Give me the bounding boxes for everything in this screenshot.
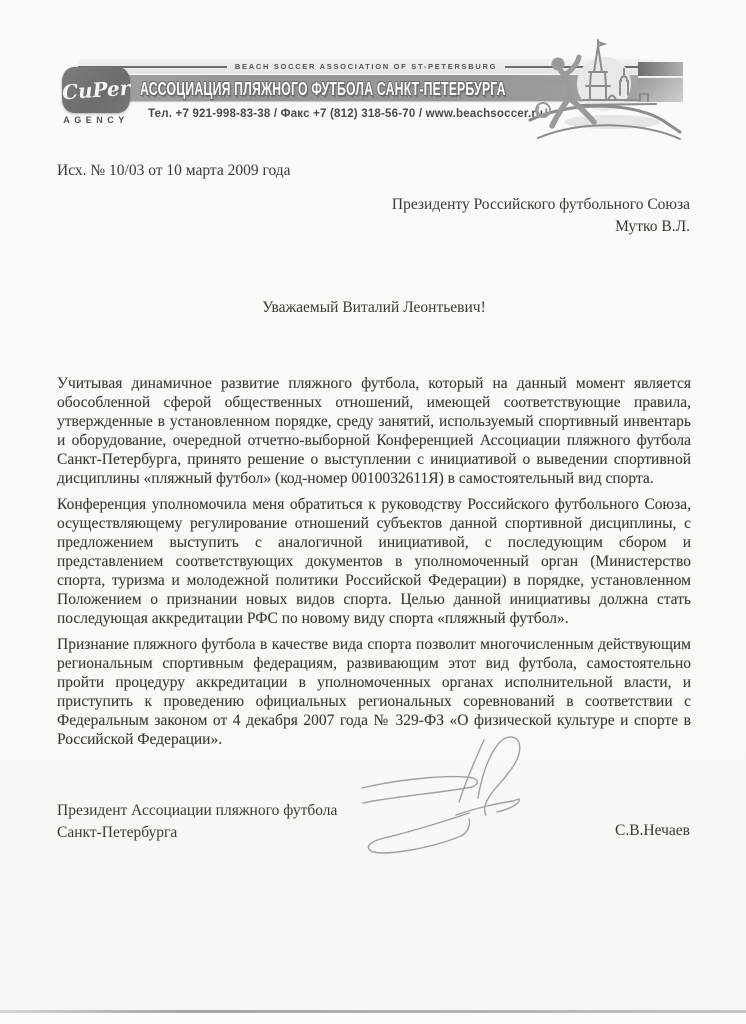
paragraph-2: Конференция уполномочила меня обратиться к руководству Российского футбольного Союза, осуществляющему регулирование отношений субъектов данной спортивной дисциплины, с предложением выступить с аналогичной инициативой, с последующим сбором и представлением соответствующих документов в уполномоченный орган (Министерство спорта, туризма и молодежной политики Российской Федерации) в порядке, установленном Положением о признании новых видов спорта. Целью данной инициативы должна стать последующая аккредитации РФС по новому виду спорта «пляжный футбол». xyxy=(57,496,691,627)
handwritten-signature xyxy=(360,726,580,858)
sun-disc-icon xyxy=(577,57,631,111)
cuper-agency-logo xyxy=(62,67,130,113)
scan-bottom-margin xyxy=(0,1013,746,1024)
association-name-en: BEACH SOCCER ASSOCIATION OF ST-PETERSBURG xyxy=(234,62,498,71)
addressee-title: Президенту Российского футбольного Союза xyxy=(391,196,690,213)
outgoing-reference: Исх. № 10/03 от 10 марта 2009 года xyxy=(57,162,291,179)
addressee-name: Мутко В.Л. xyxy=(615,218,690,235)
soccer-ball-icon xyxy=(536,103,550,117)
letterhead-illustration xyxy=(528,38,703,153)
paragraph-3: Признание пляжного футбола в качестве вида спорта позволит многочисленным действующим региональным спортивным федерациям, развивающим этот вид футбола, самостоятельно пройти процедуру аккредитации в уполномоченных органах исполнительной власти, и приступить к проведению официальных региональных соревнований в соответствии с Федеральным законом от 4 декабря 2007 года № 329-ФЗ «О физической культуре и спорте в Российской Федерации». xyxy=(57,636,691,748)
signer-title-block xyxy=(57,800,337,844)
agency-label: AGENCY xyxy=(63,115,129,125)
signer-name: С.В.Нечаев xyxy=(615,822,690,839)
contact-line: Тел. +7 921-998-83-38 / Факс +7 (812) 318-56-70 / www.beachsoccer.ru xyxy=(148,108,544,120)
paragraph-1: Учитывая динамичное развитие пляжного футбола, который на данный момент является обособленной сферой общественных отношений, имеющей соответствующие правила, утвержденные в установленном порядке, среду занятий, используемый спортивный инвентарь и оборудование, очередной отчетно-выборной Конференцией Ассоциации пляжного футбола Санкт-Петербурга, принято решение о выступлении с инициативой о выведении спортивной дисциплины «пляжный футбол» (код-номер 0010032611Я) в самостоятельный вид спорта. xyxy=(57,375,691,487)
association-name-ru: АССОЦИАЦИЯ ПЛЯЖНОГО ФУТБОЛА САНКТ-ПЕТЕРБУРГА xyxy=(140,79,506,99)
signer-title-line1: Президент Ассоциации пляжного футбола xyxy=(57,802,338,819)
addressee-block xyxy=(392,194,690,238)
signer-title-line2: Санкт-Петербурга xyxy=(57,824,178,841)
cuper-logo-text: CuPer xyxy=(61,75,131,105)
letter-body xyxy=(57,374,691,756)
salutation: Уважаемый Виталий Леонтьевич! xyxy=(262,299,486,316)
